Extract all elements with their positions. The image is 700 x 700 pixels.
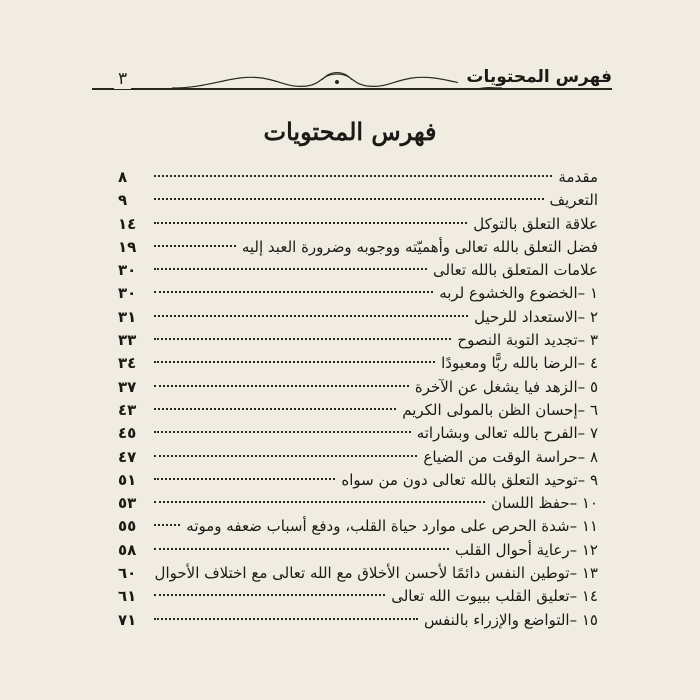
toc-entry-page: ٣٧ <box>118 377 137 396</box>
toc-entry-label: ٧ –الفرح بالله تعالى وبشاراته <box>416 424 598 443</box>
toc-dot-leader <box>154 455 417 457</box>
toc-entry[interactable] <box>118 585 598 608</box>
toc-dot-leader <box>154 478 335 480</box>
toc-dot-leader <box>154 385 409 387</box>
page-title: فهرس المحتويات <box>263 117 437 146</box>
header-page-number: ٣ <box>114 69 131 89</box>
toc-dot-leader <box>154 618 418 620</box>
toc-entry[interactable] <box>118 236 598 259</box>
toc-entry-label: ٩ –توحيد التعلق بالله تعالى دون من سواه <box>341 470 598 489</box>
toc-entry[interactable] <box>118 166 598 189</box>
toc-dot-leader <box>154 361 435 363</box>
toc-entry[interactable] <box>118 329 598 352</box>
toc-dot-leader <box>154 431 411 433</box>
toc-dot-leader <box>154 548 449 550</box>
toc-entry[interactable] <box>118 446 598 469</box>
toc-entry-page: ٤٣ <box>118 400 137 419</box>
toc-entry-page: ٥٨ <box>118 540 137 559</box>
toc-entry-label: ١٠ –حفظ اللسان <box>491 494 598 513</box>
toc-entry-label: ٥ –الزهد فيا يشغل عن الآخرة <box>414 377 598 396</box>
toc-dot-leader <box>154 291 433 293</box>
toc-entry[interactable] <box>118 282 598 305</box>
toc-entry-page: ٤٥ <box>118 424 137 443</box>
toc-dot-leader <box>154 315 468 317</box>
toc-dot-leader <box>154 175 552 177</box>
toc-entry-page: ٣٣ <box>118 331 137 350</box>
toc-dot-leader <box>154 268 427 270</box>
running-header <box>92 66 612 94</box>
toc-entry[interactable] <box>118 562 598 585</box>
toc-entry[interactable] <box>118 492 598 515</box>
toc-dot-leader <box>154 245 236 247</box>
toc-entry[interactable] <box>118 539 598 562</box>
toc-entry-page: ١٩ <box>118 237 137 256</box>
toc-entry-label: ٣ –تجديد التوبة النصوح <box>457 331 598 350</box>
toc-entry-label: علامات المتعلق بالله تعالى <box>433 261 598 280</box>
toc-entry-label: ١١ –شدة الحرص على موارد حياة القلب، ودفع أسباب ضعفه وموته <box>186 517 598 536</box>
toc-entry-page: ٣٠ <box>118 261 137 280</box>
toc-entry-page: ٦٠ <box>118 564 137 583</box>
toc-entry[interactable] <box>118 515 598 538</box>
toc-entry[interactable] <box>118 213 598 236</box>
toc-entry-page: ٣١ <box>118 307 137 326</box>
toc-entry-page: ٥٣ <box>118 494 137 513</box>
toc-entry-label: التعريف <box>549 191 598 210</box>
toc-entry-label: ٦ –إحسان الظن بالمولى الكريم <box>402 400 598 419</box>
toc-entry[interactable] <box>118 306 598 329</box>
toc-entry[interactable] <box>118 259 598 282</box>
toc-entry[interactable] <box>118 352 598 375</box>
toc-entry-label: ١ –الخضوع والخشوع لربه <box>439 284 598 303</box>
toc-entry-label: ٤ –الرضا بالله ربًّا ومعبودًا <box>441 354 598 373</box>
toc-entry[interactable] <box>118 422 598 445</box>
header-running-title: فهرس المحتويات <box>458 67 612 87</box>
toc-entry-page: ٣٤ <box>118 354 137 373</box>
toc-entry-label: مقدمة <box>558 168 598 186</box>
toc-dot-leader <box>154 222 467 224</box>
toc-dot-leader <box>154 594 385 596</box>
toc-entry-label: علاقة التعلق بالتوكل <box>473 214 598 233</box>
toc-entry[interactable] <box>118 189 598 212</box>
toc-entry-label: ٢ –الاستعداد للرحيل <box>474 307 598 326</box>
toc-entry-label: ٨ –حراسة الوقت من الضياع <box>423 447 598 466</box>
toc-entry-page: ٩ <box>118 191 128 210</box>
toc-entry-page: ٨ <box>118 168 128 186</box>
toc-dot-leader <box>154 198 544 200</box>
toc-entry[interactable] <box>118 469 598 492</box>
toc-entry-label: ١٣ –توطين النفس دائمًا لأحسن الأخلاق مع الله تعالى مع اختلاف الأحوال <box>154 564 598 583</box>
toc-entry-page: ٧١ <box>118 610 137 629</box>
toc-entry-page: ٥١ <box>118 470 137 489</box>
toc-entry-page: ٥٥ <box>118 517 137 536</box>
toc-dot-leader <box>154 338 451 340</box>
toc-entry-page: ٦١ <box>118 587 137 606</box>
toc-entry-label: ١٤ –تعليق القلب ببيوت الله تعالى <box>391 587 598 606</box>
toc-dot-leader <box>154 524 180 526</box>
toc-dot-leader <box>154 501 485 503</box>
toc-entry-label: فضل التعلق بالله تعالى وأهميّته ووجوبه وضرورة العبد إليه <box>241 237 598 256</box>
toc-entry-page: ٣٠ <box>118 284 137 303</box>
toc-entry-label: ١٥ –التواضع والإزراء بالنفس <box>423 610 598 629</box>
header-ornament-icon <box>172 68 502 92</box>
toc-dot-leader <box>154 408 396 410</box>
toc-list <box>118 166 598 632</box>
toc-entry-page: ٤٧ <box>118 447 137 466</box>
toc-entry[interactable] <box>118 399 598 422</box>
toc-entry[interactable] <box>118 376 598 399</box>
toc-entry-page: ١٤ <box>118 214 137 233</box>
toc-entry-label: ١٢ –رعاية أحوال القلب <box>454 540 598 559</box>
toc-entry[interactable] <box>118 609 598 632</box>
